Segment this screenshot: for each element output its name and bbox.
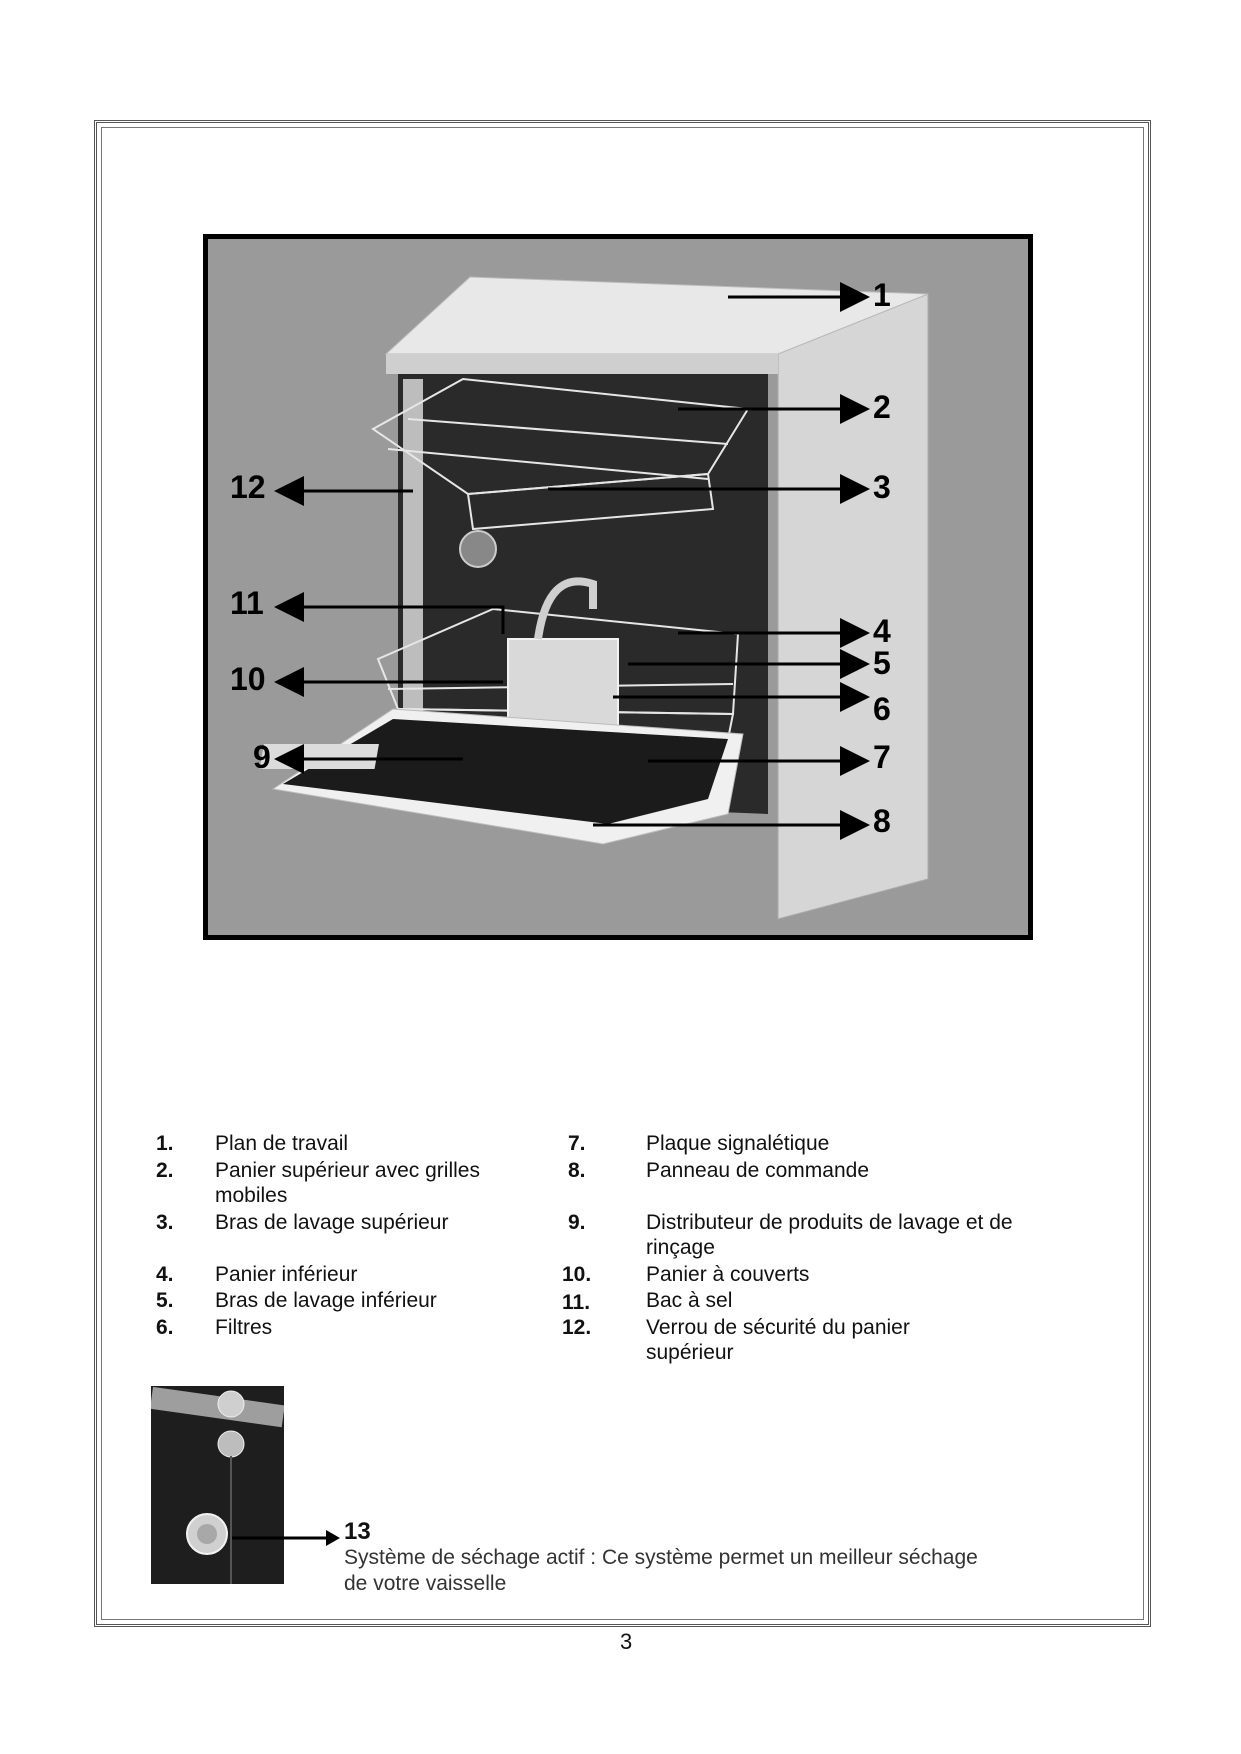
legend-text: Bac à sel — [646, 1289, 733, 1312]
legend-text: Plaque signalétique — [646, 1132, 830, 1155]
dishwasher-figure — [203, 234, 1033, 940]
drying-system-photo — [151, 1386, 284, 1584]
legend-num: 9. — [568, 1211, 586, 1234]
item-13-description: Système de séchage actif : Ce système permet un meilleur séchage de votre vaisselle — [344, 1546, 978, 1595]
callout-9: 9 — [253, 739, 271, 775]
legend-text: Filtres — [215, 1316, 273, 1339]
legend-text: Verrou de sécurité du panier supérieur — [646, 1316, 910, 1364]
callout-7: 7 — [873, 739, 891, 775]
callout-3: 3 — [873, 469, 891, 505]
legend-num: 12. — [562, 1316, 592, 1339]
legend-text: Bras de lavage inférieur — [215, 1289, 437, 1312]
legend-num: 1. — [156, 1132, 174, 1155]
legend-num: 3. — [156, 1211, 174, 1234]
legend-num: 11. — [562, 1291, 591, 1314]
callout-11: 11 — [230, 585, 264, 621]
legend-text: Panier inférieur — [215, 1263, 358, 1286]
legend-num: 2. — [156, 1159, 174, 1182]
item-13-number: 13 — [344, 1518, 371, 1545]
callout-4: 4 — [873, 613, 891, 649]
legend-num: 5. — [156, 1289, 174, 1312]
legend-text: Panneau de commande — [646, 1159, 869, 1182]
legend-num: 10. — [562, 1263, 592, 1286]
legend-num: 4. — [156, 1263, 174, 1286]
legend-text: Bras de lavage supérieur — [215, 1211, 449, 1234]
legend-text: Plan de travail — [215, 1132, 349, 1155]
callout-6: 6 — [873, 691, 891, 727]
legend-num: 7. — [568, 1132, 586, 1155]
callout-1: 1 — [873, 277, 891, 313]
legend-text: Panier supérieur avec grilles mobiles — [215, 1159, 480, 1207]
legend-text: Panier à couverts — [646, 1263, 810, 1286]
legend-num: 8. — [568, 1159, 586, 1182]
callout-2: 2 — [873, 389, 891, 425]
callout-12: 12 — [230, 469, 266, 505]
legend-text: Distributeur de produits de lavage et de rinçage — [646, 1211, 1013, 1259]
callout-10: 10 — [230, 661, 266, 697]
callout-8: 8 — [873, 803, 891, 839]
callout-5: 5 — [873, 645, 891, 681]
arrow-13 — [232, 1528, 342, 1548]
legend-num: 6. — [156, 1316, 174, 1339]
dishwasher-illustration — [208, 239, 1028, 935]
page-number: 3 — [620, 1629, 633, 1654]
